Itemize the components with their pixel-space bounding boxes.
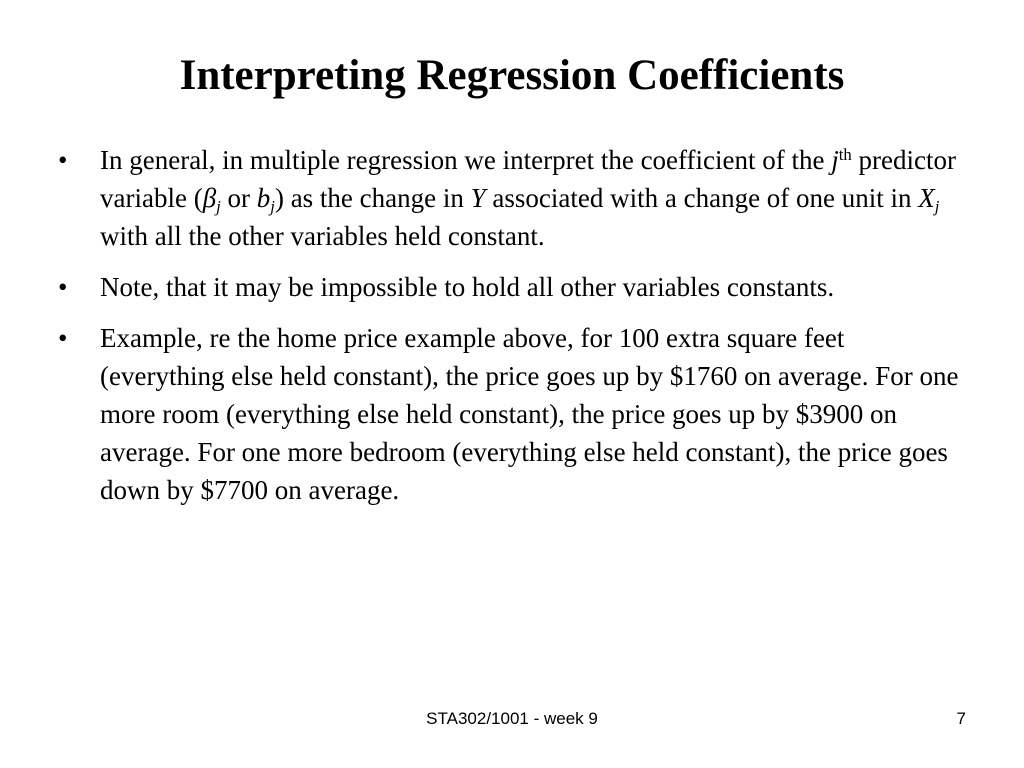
bullet-text: Note, that it may be impossible to hold all other variables constants. [100,272,835,302]
text-segment: or [220,183,257,213]
bullet-marker: • [58,145,68,175]
text-segment: predictor variable ( [100,145,956,213]
math-beta: β [202,183,217,213]
text-segment: associated with a change of one unit in [485,183,919,213]
text-segment: In general, in multiple regression we interpret the coefficient of the [100,145,832,175]
bullet-item-example [56,319,966,509]
page-number: 7 [956,709,966,728]
superscript-th: th [838,144,852,164]
text-segment: ) as the change in [274,183,471,213]
bullet-text [100,145,956,251]
math-y: Y [470,183,486,213]
bullet-item-note [56,268,966,306]
math-subscript-j: j [216,197,221,217]
text-segment: with all the other variables held constant. [100,221,545,251]
bullet-item-coefficient-interpretation [56,141,966,255]
bullet-list [56,141,966,522]
math-subscript-j: j [270,197,275,217]
math-x: X [918,183,935,213]
footer-text: STA302/1001 - week 9 [426,709,598,728]
slide-title: Interpreting Regression Coefficients [179,52,845,99]
bullet-marker: • [58,323,68,353]
bullet-text: Example, re the home price example above, for 100 extra square feet (everything else held constant), the price goes up by $1760 on average. For one more room (everything else held constant), the price goes up by $3900 on average. For one more bedroom (everything else held constant), the price goes down by $7700 on average. [100,323,959,505]
bullet-marker: • [58,272,68,302]
math-b: b [256,183,271,213]
math-subscript-j: j [934,197,940,217]
math-j: j [831,145,839,175]
